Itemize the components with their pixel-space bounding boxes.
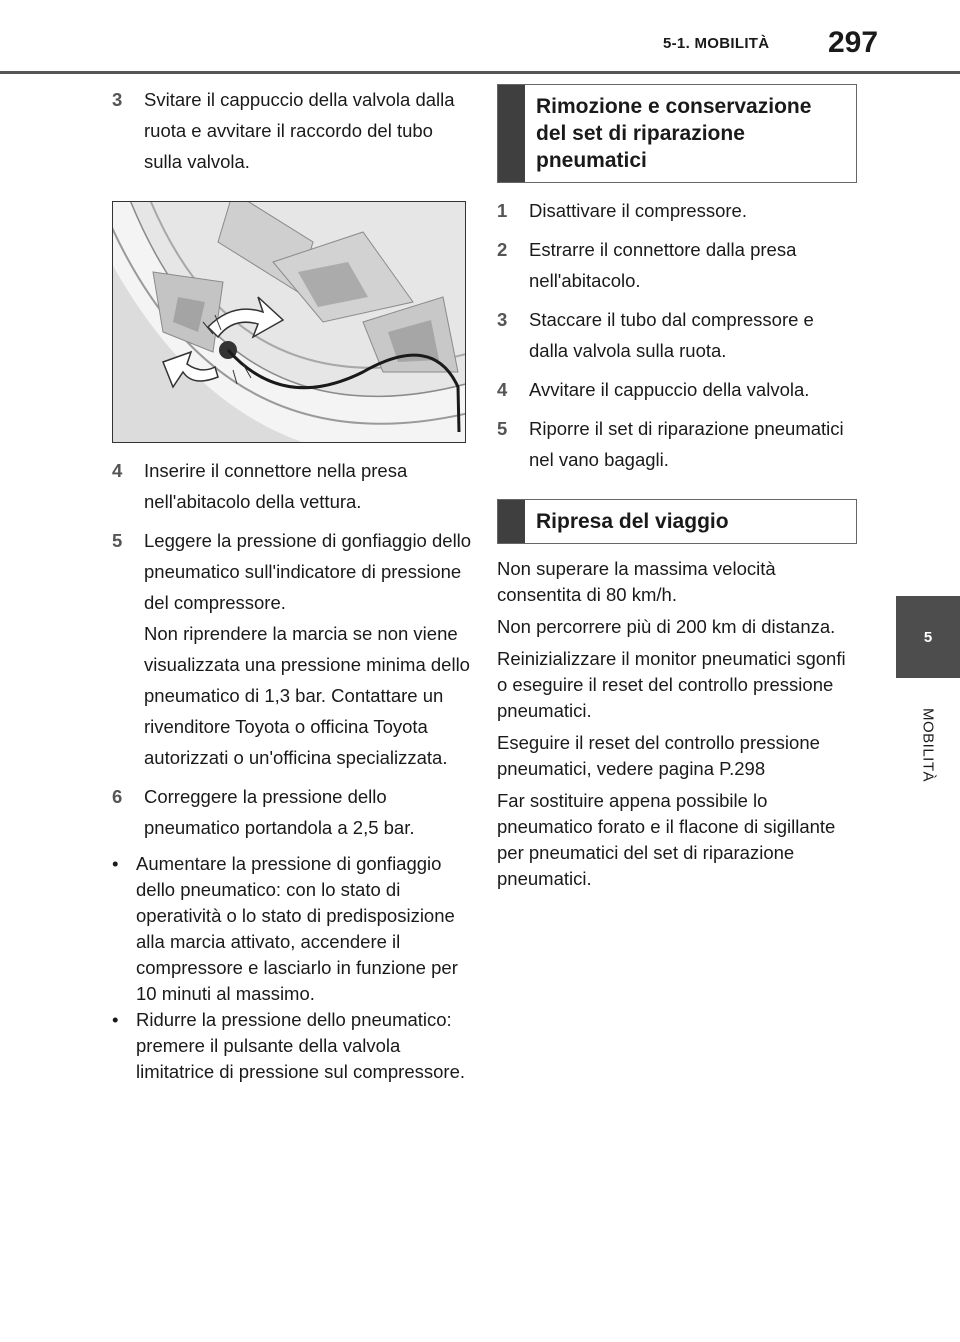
step-text — [144, 525, 472, 773]
step-text: Avvitare il cappuccio della valvola. — [529, 379, 810, 400]
bullet-text: Aumentare la pressione di gonfiaggio dello pneumatico: con lo stato di operatività o lo stato di predisposizione alla marcia attivato, accendere il compressore e lasciarlo in funzione per 10 minuti al massimo. — [136, 853, 458, 1004]
bullet-glyph: • — [112, 853, 119, 874]
right-column — [497, 84, 857, 898]
bullet-text: Ridurre la pressione dello pneumatico: premere il pulsante della valvola limitatrice di pressione sul compressore. — [136, 1009, 466, 1082]
heading-title: Rimozione e conservazione del set di riparazione pneumatici — [536, 95, 812, 172]
page-number: 297 — [828, 26, 879, 59]
step-number: 3 — [497, 309, 508, 330]
removal-step-4 — [497, 374, 857, 405]
step-5-text: Leggere la pressione di gonfiaggio dello pneumatico sull'indicatore di pressione del compressore. — [144, 530, 472, 613]
removal-step-2 — [497, 234, 857, 296]
step-4 — [112, 455, 472, 517]
heading-bar — [498, 85, 525, 182]
removal-step-3 — [497, 304, 857, 366]
step-3 — [112, 84, 472, 177]
bullet-item — [112, 1007, 472, 1085]
step-number: 1 — [497, 200, 508, 221]
step-5 — [112, 525, 472, 773]
step-text: Inserire il connettore nella presa nell'abitacolo della vettura. — [144, 460, 408, 512]
step-number: 6 — [112, 786, 123, 807]
step-number: 2 — [497, 239, 508, 260]
step-text: Riporre il set di riparazione pneumatici nel vano bagagli. — [529, 418, 844, 470]
step-text: Disattivare il compressore. — [529, 200, 747, 221]
step-number: 5 — [112, 530, 123, 551]
paragraph: Non superare la massima velocità consentita di 80 km/h. — [497, 558, 776, 605]
paragraph: Reinizializzare il monitor pneumatici sgonfi o eseguire il reset del controllo pressione pneumatici. — [497, 648, 846, 721]
step-text: Svitare il cappuccio della valvola dalla ruota e avvitare il raccordo del tubo sulla valvola. — [144, 89, 455, 172]
step-text: Estrarre il connettore dalla presa nell'abitacolo. — [529, 239, 797, 291]
step-text: Correggere la pressione dello pneumatico portandola a 2,5 bar. — [144, 786, 415, 838]
bullet-item — [112, 851, 472, 1007]
step-number: 4 — [497, 379, 508, 400]
step-text: Staccare il tubo dal compressore e dalla valvola sulla ruota. — [529, 309, 814, 361]
chapter-number: 5 — [923, 628, 933, 646]
removal-step-5 — [497, 413, 857, 475]
chapter-tab[interactable] — [896, 596, 960, 678]
step-6 — [112, 781, 472, 843]
paragraph: Non percorrere più di 200 km di distanza. — [497, 616, 836, 637]
section-heading-resume — [497, 499, 857, 544]
chapter-name-label: MOBILITÀ — [919, 707, 937, 783]
removal-step-1 — [497, 195, 857, 226]
section-heading-removal — [497, 84, 857, 183]
paragraph: Eseguire il reset del controllo pressione pneumatici, vedere pagina P.298 — [497, 732, 820, 779]
section-title: 5-1. MOBILITÀ — [663, 35, 770, 52]
bullet-glyph: • — [112, 1009, 119, 1030]
step-number: 3 — [112, 89, 123, 110]
step-number: 4 — [112, 460, 123, 481]
heading-bar — [498, 500, 525, 543]
paragraph: Far sostituire appena possibile lo pneumatico forato e il flacone di sigillante per pneumatici del set di riparazione pneumatici. — [497, 790, 836, 889]
left-column — [112, 84, 472, 1085]
step-5-note: Non riprendere la marcia se non viene visualizzata una pressione minima dello pneumatico di 1,3 bar. Contattare un rivenditore Toyota o officina Toyota autorizzati o un'officina specializzata. — [144, 623, 470, 768]
heading-title: Ripresa del viaggio — [536, 510, 729, 533]
wheel-valve-illustration — [112, 201, 466, 443]
step-number: 5 — [497, 418, 508, 439]
chapter-name — [893, 700, 960, 790]
header-divider — [0, 71, 960, 74]
wheel-illustration-svg — [113, 202, 465, 442]
